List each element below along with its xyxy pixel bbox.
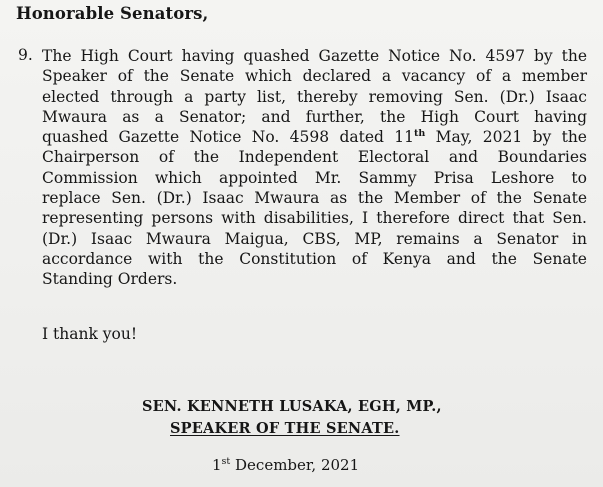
date-rest: December, 2021: [230, 456, 360, 474]
paragraph-line: representing persons with disabilities, I therefore direct that Sen.: [42, 209, 587, 228]
closing-remark: I thank you!: [42, 325, 138, 343]
paragraph-line: Speaker of the Senate which declared a vacancy of a member: [42, 67, 587, 86]
paragraph-line: The High Court having quashed Gazette Notice No. 4597 by the: [42, 47, 587, 65]
paragraph-line: Mwaura as a Senator; and further, the High Court having: [42, 107, 587, 126]
paragraph-line-start: quashed Gazette Notice No. 4598 dated 11: [42, 128, 415, 147]
paragraph-body: [42, 46, 587, 290]
paragraph-line: Chairperson of the Independent Electoral and Boundaries: [42, 148, 587, 167]
signatory-name: SEN. KENNETH LUSAKA, EGH, MP.,: [142, 398, 442, 415]
paragraph-line-end: May, 2021 by the: [425, 128, 587, 147]
signatory-title: SPEAKER OF THE SENATE.: [170, 420, 400, 437]
paragraph-line: accordance with the Constitution of Kenya and the Senate: [42, 249, 587, 268]
paragraph-line: (Dr.) Isaac Mwaura Maigua, CBS, MP, remains a Senator in: [42, 229, 587, 248]
paragraph-line: elected through a party list, thereby removing Sen. (Dr.) Isaac: [42, 87, 587, 106]
paragraph-line: Standing Orders.: [42, 270, 178, 289]
paragraph-line: Commission which appointed Mr. Sammy Prisa Leshore to: [42, 168, 587, 187]
date-ordinal-superscript: th: [414, 128, 426, 140]
salutation: Honorable Senators,: [16, 4, 209, 23]
paragraph-line-with-date: [42, 127, 587, 147]
date-day: 1: [212, 456, 222, 474]
paragraph-line: replace Sen. (Dr.) Isaac Mwaura as the Member of the Senate: [42, 189, 587, 208]
document-date: [212, 456, 359, 474]
date-day-superscript: st: [221, 456, 231, 467]
paragraph-number: 9.: [18, 46, 33, 64]
